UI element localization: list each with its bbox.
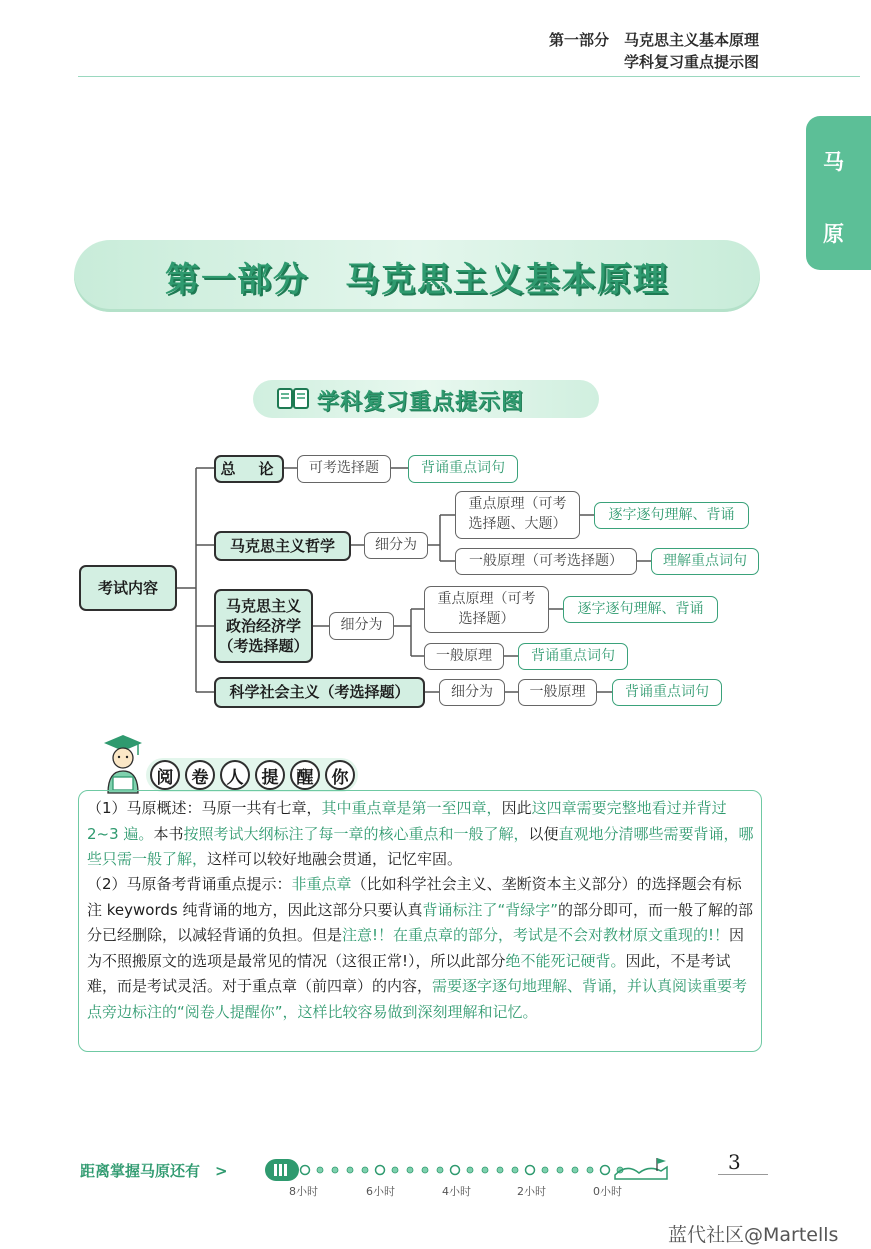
green-highlight-text: 这四章需要完整地看过并背过 2~3 遍。	[87, 799, 727, 843]
body-text: 本书	[153, 824, 184, 843]
reminder-title-char: 卷	[185, 760, 215, 790]
progress-tick-label: 0小时	[593, 1185, 622, 1198]
philosophy-subdivide: 细分为	[364, 532, 428, 559]
progress-dot	[497, 1167, 503, 1173]
progress-dot	[301, 1166, 310, 1175]
branch-general: 总 论	[214, 455, 284, 483]
progress-dot	[392, 1167, 398, 1173]
page-number-rule	[718, 1174, 768, 1175]
body-text: （1）马原概述：马原一共有七章，	[87, 799, 322, 817]
header-part-title: 第一部分 马克思主义基本原理	[548, 31, 759, 49]
mindmap-root: 考试内容	[79, 565, 177, 611]
progress-dot	[376, 1166, 385, 1175]
socialism-general-principles: 一般原理	[518, 679, 597, 706]
reminder-title-char: 你	[325, 760, 355, 790]
green-highlight-text: 非重点章	[291, 875, 352, 893]
philosophy-key-principles-line2: 选择题、大题）	[468, 516, 567, 532]
political-economy-line3: （考选择题）	[218, 637, 309, 656]
progress-dot	[482, 1167, 488, 1173]
green-highlight-text: 直观地分清哪些需要背诵，哪些只需一般了解，	[87, 824, 754, 868]
progress-dot	[451, 1166, 460, 1175]
body-text: 因为不照搬原文的选项是最常见的情况（这很正常!），所以此部分	[87, 926, 745, 970]
section-banner-title: 学科复习重点提示图	[317, 390, 525, 415]
political-economy-key-principles-line1: 重点原理（可考	[437, 590, 536, 607]
green-highlight-text: 注意!！在重点章的部分，考试是不会对教材原文重现的!！	[342, 926, 730, 944]
political-economy-general-method: 背诵重点词句	[518, 643, 628, 670]
progress-dot	[557, 1167, 563, 1173]
progress-dot	[362, 1167, 368, 1173]
philosophy-key-method: 逐字逐句理解、背诵	[594, 502, 749, 529]
progress-dot	[422, 1167, 428, 1173]
footer-progress-label: 距离掌握马原还有 >	[80, 1162, 228, 1180]
progress-dot	[512, 1167, 518, 1173]
body-text: 的部分即可，而一般了解的部分已经删除，以减轻背诵的负担。但是	[87, 900, 754, 944]
page-number: 3	[728, 1150, 741, 1174]
political-economy-key-principles-line2: 选择题）	[458, 610, 515, 627]
philosophy-key-principles	[455, 491, 580, 539]
progress-dot	[317, 1167, 323, 1173]
reminder-paragraph-1-text	[87, 796, 755, 873]
green-highlight-text: 需要逐字逐句地理解、背诵，并认真阅读重要考点旁边标注的“阅卷人提醒你”，这样比较容易做到深刻理解和记忆。	[87, 977, 748, 1021]
progress-dot	[347, 1167, 353, 1173]
green-highlight-text: 绝不能死记硬背。	[505, 951, 626, 970]
side-tab-char-1: 马	[823, 150, 844, 174]
political-economy-line1: 马克思主义	[225, 596, 301, 615]
body-text: 因此，不是考试难，而是考试灵活。对于重点章（前四章）的内容，	[87, 951, 731, 995]
branch-scientific-socialism: 科学社会主义（考选择题）	[214, 677, 425, 708]
progress-dot	[332, 1167, 338, 1173]
reminder-paragraph-1	[87, 796, 755, 873]
branch-political-economy	[214, 589, 313, 663]
progress-dot	[407, 1167, 413, 1173]
body-text: 因此	[501, 799, 532, 817]
graduate-reader-icon	[100, 733, 146, 795]
general-study-method: 背诵重点词句	[408, 455, 518, 483]
side-tab-char-2: 原	[823, 222, 844, 246]
progress-dot	[467, 1167, 473, 1173]
progress-dot	[437, 1167, 443, 1173]
socialism-subdivide: 细分为	[439, 679, 505, 706]
reminder-title-char: 人	[220, 760, 250, 790]
reminder-paragraph-2-text	[87, 872, 755, 1025]
reminder-title-char: 阅	[150, 760, 180, 790]
political-economy-key-principles	[424, 586, 549, 633]
body-text: 以便	[528, 824, 559, 843]
philosophy-general-principles: 一般原理（可考选择题）	[455, 548, 637, 575]
green-highlight-text: 按照考试大纲标注了每一章的核心重点和一般了解，	[183, 824, 529, 843]
general-exam-type: 可考选择题	[297, 455, 391, 483]
progress-dot	[572, 1167, 578, 1173]
green-highlight-text: 其中重点章是第一至四章，	[321, 799, 502, 817]
progress-track	[265, 1155, 705, 1185]
watermark: 蓝代社区@Martells	[668, 1224, 839, 1246]
green-highlight-text: 背诵标注了“背绿字”	[422, 900, 559, 919]
reminder-title-char: 提	[255, 760, 285, 790]
political-economy-general-principles: 一般原理	[424, 643, 504, 670]
political-economy-key-method: 逐字逐句理解、背诵	[563, 596, 718, 623]
header-section-title: 学科复习重点提示图	[623, 53, 759, 71]
socialism-general-method: 背诵重点词句	[612, 679, 722, 706]
political-economy-line2: 政治经济学	[225, 616, 301, 635]
progress-dot	[526, 1166, 535, 1175]
political-economy-subdivide: 细分为	[329, 612, 394, 640]
body-text: （比如科学社会主义、垄断资本主义部分）的选择题会有标注 keywords 纯背诵的地方，因此这部分只要认真	[87, 875, 742, 919]
philosophy-general-method: 理解重点词句	[651, 548, 759, 575]
body-text: （2）马原备考背诵重点提示：	[87, 875, 292, 893]
progress-dot	[601, 1166, 610, 1175]
progress-tick-label: 6小时	[366, 1185, 395, 1198]
progress-tick-label: 4小时	[442, 1185, 471, 1198]
philosophy-key-principles-line1: 重点原理（可考	[468, 496, 567, 513]
branch-philosophy: 马克思主义哲学	[214, 531, 351, 561]
part-banner-title: 第一部分 马克思主义基本原理	[165, 260, 669, 300]
reminder-paragraph-2	[87, 872, 755, 1025]
progress-dot	[542, 1167, 548, 1173]
progress-tick-label: 2小时	[517, 1185, 546, 1198]
progress-dot	[587, 1167, 593, 1173]
body-text: 这样可以较好地融会贯通，记忆牢固。	[207, 850, 463, 868]
reminder-title-char: 醒	[290, 760, 320, 790]
progress-tick-label: 8小时	[289, 1185, 318, 1198]
